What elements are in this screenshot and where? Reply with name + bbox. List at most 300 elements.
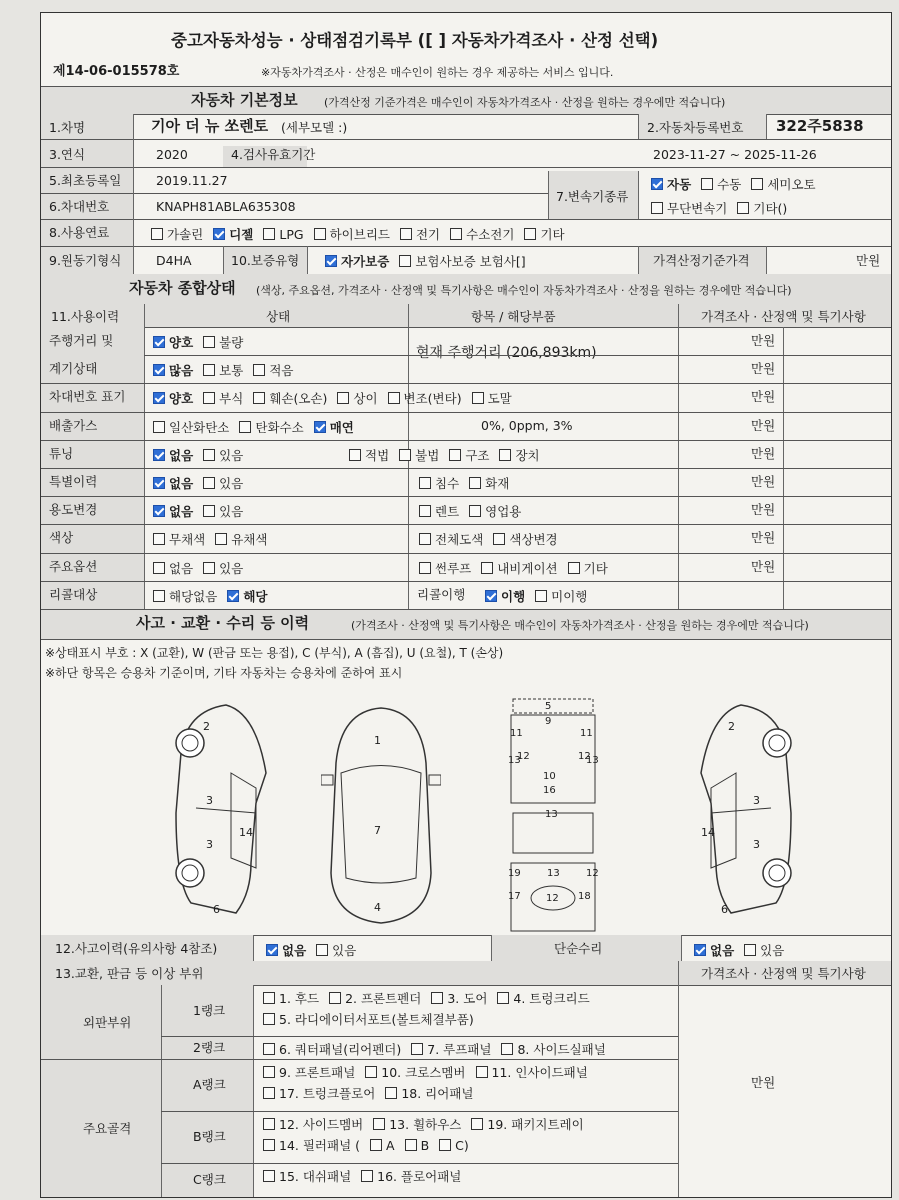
usage-row-label: 용도변경	[49, 502, 98, 518]
empty-box-icon[interactable]	[215, 533, 227, 545]
option-label: 썬루프	[435, 560, 472, 576]
checked-box-icon[interactable]	[266, 944, 278, 956]
checked-box-icon[interactable]	[485, 590, 497, 602]
checked-box-icon[interactable]	[325, 255, 337, 267]
history-label: 12.사고이력(유의사항 4참조)	[55, 941, 218, 956]
empty-box-icon[interactable]	[263, 1013, 275, 1025]
option-label: 세미오토	[767, 177, 816, 192]
empty-box-icon[interactable]	[203, 336, 215, 348]
empty-box-icon[interactable]	[385, 1087, 397, 1099]
price-unit: 만원	[751, 445, 776, 461]
checked-box-icon[interactable]	[651, 178, 663, 190]
checkbox-option[interactable]	[737, 199, 787, 217]
checked-box-icon[interactable]	[227, 590, 239, 602]
option-label: 7. 루프패널	[427, 1042, 492, 1057]
option-label: 9. 프론트패널	[279, 1065, 356, 1080]
rank-label: 1랭크	[193, 1002, 226, 1018]
empty-box-icon[interactable]	[701, 178, 713, 190]
diagram-num: 6	[213, 903, 220, 916]
frame-part-number: 16	[543, 785, 556, 796]
checkbox-option[interactable]	[253, 361, 293, 379]
diagram-num: 3	[753, 838, 760, 851]
empty-box-icon[interactable]	[153, 590, 165, 602]
basic-info-title: 자동차 기본정보	[191, 91, 298, 109]
empty-box-icon[interactable]	[469, 505, 481, 517]
usage-row-label: 주요옵션	[49, 558, 98, 574]
checkbox-option[interactable]	[400, 225, 440, 243]
option-label: C)	[455, 1138, 469, 1153]
empty-box-icon[interactable]	[419, 533, 431, 545]
checkbox-option[interactable]	[151, 225, 203, 243]
empty-box-icon[interactable]	[499, 449, 511, 461]
empty-box-icon[interactable]	[263, 1043, 275, 1055]
option-label: 유채색	[231, 532, 268, 548]
checkbox-option[interactable]	[497, 989, 589, 1007]
option-label: 불법	[415, 447, 440, 463]
rank-label: 2랭크	[193, 1039, 226, 1055]
checkbox-option[interactable]	[325, 252, 389, 270]
empty-box-icon[interactable]	[449, 449, 461, 461]
rank-part-line	[263, 1115, 594, 1133]
usage-row-label: 주행거리 및	[49, 333, 114, 348]
checkbox-option[interactable]	[651, 199, 727, 217]
car-name-label: 1.차명	[49, 120, 86, 135]
checkbox-option[interactable]	[314, 418, 354, 436]
checkbox-option[interactable]	[419, 530, 483, 548]
option-label: 미이행	[551, 588, 588, 604]
option-label: 없음	[169, 504, 194, 520]
option-label: 해당	[243, 588, 268, 604]
price-unit: 만원	[751, 474, 776, 489]
checkbox-option[interactable]	[263, 1115, 363, 1133]
frame-label: 주요골격	[83, 1121, 132, 1136]
empty-box-icon[interactable]	[203, 364, 215, 376]
checkbox-option[interactable]	[329, 989, 421, 1007]
option-label: 18. 리어패널	[401, 1086, 474, 1101]
option-label: 색상변경	[509, 532, 558, 548]
diagram-num: 2	[203, 720, 210, 733]
rank-part-line	[263, 1063, 598, 1081]
status-options	[153, 389, 522, 407]
checkbox-option[interactable]	[694, 941, 734, 959]
price-unit: 만원	[751, 502, 776, 518]
checkbox-option[interactable]	[744, 941, 784, 959]
checked-box-icon[interactable]	[153, 336, 165, 348]
empty-box-icon[interactable]	[314, 228, 326, 240]
frame-part-number: 13	[508, 755, 521, 766]
option-label: 기타	[540, 227, 565, 242]
checkbox-option[interactable]	[239, 418, 303, 436]
option-label: 수소전기	[466, 227, 515, 242]
checked-box-icon[interactable]	[153, 505, 165, 517]
item-options	[419, 474, 519, 492]
checkbox-option[interactable]	[535, 587, 587, 605]
checkbox-option[interactable]	[499, 446, 539, 464]
checkbox-option[interactable]	[399, 252, 525, 270]
option-label: 4. 트렁크리드	[513, 991, 590, 1006]
empty-box-icon[interactable]	[400, 228, 412, 240]
accident-title: 사고 · 교환 · 수리 등 이력	[136, 614, 310, 632]
checkbox-option[interactable]	[153, 502, 193, 520]
empty-box-icon[interactable]	[253, 392, 265, 404]
checkbox-option[interactable]	[449, 446, 489, 464]
checked-box-icon[interactable]	[213, 228, 225, 240]
simple-repair-options	[694, 941, 794, 959]
option-label: 많음	[169, 363, 194, 379]
checkbox-option[interactable]	[419, 474, 459, 492]
checkbox-option[interactable]	[153, 418, 229, 436]
usage-row-label: 배출가스	[49, 417, 98, 433]
checked-box-icon[interactable]	[153, 449, 165, 461]
option-label: 자가보증	[341, 254, 390, 269]
empty-box-icon[interactable]	[472, 392, 484, 404]
first-reg-label: 5.최초등록일	[49, 173, 122, 188]
accident-note: (가격조사 · 산정액 및 특기사항은 매수인이 자동차가격조사 · 산정을 원하는 경우에만 적습니다)	[351, 619, 809, 632]
checkbox-option[interactable]	[227, 587, 267, 605]
option-label: 도말	[487, 391, 512, 407]
empty-box-icon[interactable]	[153, 421, 165, 433]
checkbox-option[interactable]	[385, 1084, 473, 1102]
empty-box-icon[interactable]	[476, 1066, 488, 1078]
checkbox-option[interactable]	[472, 389, 512, 407]
item-options	[419, 530, 568, 548]
checkbox-option[interactable]	[263, 1063, 355, 1081]
frame-part-number: 17	[508, 891, 521, 902]
checkbox-option[interactable]	[349, 446, 389, 464]
inspection-label: 4.검사유효기간	[231, 147, 316, 162]
checkbox-option[interactable]	[203, 559, 243, 577]
option-label: 부식	[219, 391, 244, 407]
frame-part-number: 10	[543, 771, 556, 782]
checkbox-option[interactable]	[263, 1040, 401, 1058]
reg-no-label: 2.자동차등록번호	[647, 120, 744, 135]
option-label: 3. 도어	[447, 991, 488, 1006]
price-unit: 만원	[751, 417, 776, 433]
checkbox-option[interactable]	[316, 941, 356, 959]
frame-part-number: 11	[510, 728, 523, 739]
checkbox-option[interactable]	[153, 333, 193, 351]
diagram-num: 14	[239, 826, 253, 839]
checkbox-option[interactable]	[215, 530, 267, 548]
checkbox-option[interactable]	[337, 389, 377, 407]
warranty-options	[325, 252, 536, 270]
transmission-label: 7.변속기종류	[556, 189, 629, 204]
empty-box-icon[interactable]	[535, 590, 547, 602]
base-price-label: 가격산정기준가격	[653, 253, 750, 268]
simple-repair-label: 단순수리	[554, 941, 603, 956]
status-options	[153, 361, 303, 379]
checkbox-option[interactable]	[419, 559, 471, 577]
frame-part-number: 5	[545, 701, 552, 712]
checkbox-option[interactable]	[373, 1115, 461, 1133]
checkbox-option[interactable]	[399, 446, 439, 464]
option-label: 8. 사이드실패널	[517, 1042, 606, 1057]
empty-box-icon[interactable]	[411, 1043, 423, 1055]
col-item: 항목 / 해당부품	[471, 309, 556, 324]
option-label: 전체도색	[435, 532, 484, 548]
option-label: 일산화탄소	[169, 419, 230, 435]
option-label: 화재	[485, 476, 510, 491]
checkbox-option[interactable]	[365, 1063, 465, 1081]
checkbox-option[interactable]	[153, 361, 193, 379]
empty-box-icon[interactable]	[316, 944, 328, 956]
document-number: 제14-06-015578호	[53, 64, 180, 79]
empty-box-icon[interactable]	[365, 1066, 377, 1078]
empty-box-icon[interactable]	[399, 449, 411, 461]
empty-box-icon[interactable]	[361, 1170, 373, 1182]
empty-box-icon[interactable]	[431, 992, 443, 1004]
diagram-num: 3	[753, 794, 760, 807]
checkbox-option[interactable]	[469, 474, 509, 492]
empty-box-icon[interactable]	[373, 1118, 385, 1130]
checkbox-option[interactable]	[213, 225, 253, 243]
checkbox-option[interactable]	[153, 530, 205, 548]
empty-box-icon[interactable]	[253, 364, 265, 376]
empty-box-icon[interactable]	[388, 392, 400, 404]
empty-box-icon[interactable]	[203, 562, 215, 574]
option-label: 구조	[465, 447, 490, 463]
empty-box-icon[interactable]	[493, 533, 505, 545]
checkbox-option[interactable]	[419, 502, 459, 520]
checkbox-option[interactable]	[481, 559, 557, 577]
status-options	[153, 446, 253, 464]
option-label: 있음	[219, 560, 244, 576]
checkbox-option[interactable]	[568, 559, 608, 577]
checkbox-option[interactable]	[651, 175, 691, 193]
empty-box-icon[interactable]	[263, 1066, 275, 1078]
empty-box-icon[interactable]	[450, 228, 462, 240]
option-label: 전기	[415, 227, 441, 242]
empty-box-icon[interactable]	[744, 944, 756, 956]
option-label: 17. 트렁크플로어	[279, 1086, 376, 1101]
checkbox-option[interactable]	[203, 389, 243, 407]
empty-box-icon[interactable]	[471, 1118, 483, 1130]
option-label: 12. 사이드멤버	[279, 1117, 364, 1132]
checkbox-option[interactable]	[263, 1010, 474, 1028]
option-label: 불량	[219, 335, 244, 350]
checkbox-option[interactable]	[153, 446, 193, 464]
empty-box-icon[interactable]	[419, 562, 431, 574]
checkbox-option[interactable]	[203, 474, 243, 492]
checkbox-option[interactable]	[203, 361, 243, 379]
option-label: 상이	[353, 391, 378, 407]
checkbox-option[interactable]	[314, 225, 390, 243]
warranty-label: 10.보증유형	[231, 253, 300, 268]
option-label: 적음	[269, 363, 294, 379]
item-text: 0%, 0ppm, 3%	[481, 417, 573, 433]
vin-label: 6.차대번호	[49, 199, 110, 214]
checkbox-option[interactable]	[153, 559, 193, 577]
checkbox-option[interactable]	[469, 502, 521, 520]
exchange-price-header: 가격조사 · 산정액 및 특기사항	[701, 966, 866, 981]
checkbox-option[interactable]	[471, 1115, 583, 1133]
checkbox-option[interactable]	[450, 225, 514, 243]
checkbox-option[interactable]	[203, 502, 243, 520]
option-label: 11. 인사이드패널	[491, 1065, 588, 1080]
option-label: 19. 패키지트레이	[487, 1117, 584, 1132]
checkbox-option[interactable]	[476, 1063, 588, 1081]
fuel-options	[151, 225, 575, 243]
empty-box-icon[interactable]	[349, 449, 361, 461]
option-label: 5. 라디에이터서포트(볼트체결부품)	[279, 1012, 474, 1027]
document-title: 중고자동차성능 · 상태점검기록부 ([ ] 자동차가격조사 · 산정 선택)	[171, 31, 659, 50]
item-options	[485, 587, 597, 605]
checkbox-option[interactable]	[370, 1138, 395, 1153]
diagram-num: 1	[374, 734, 381, 747]
checkbox-option[interactable]	[405, 1138, 430, 1153]
empty-box-icon[interactable]	[497, 992, 509, 1004]
frame-part-number: 18	[578, 891, 591, 902]
empty-box-icon[interactable]	[501, 1043, 513, 1055]
empty-box-icon[interactable]	[469, 477, 481, 489]
empty-box-icon[interactable]	[370, 1139, 382, 1151]
checkbox-option[interactable]	[439, 1138, 469, 1153]
option-label: 있음	[219, 504, 244, 520]
price-unit: 만원	[751, 558, 776, 574]
option-label: LPG	[279, 227, 304, 242]
status-legend: ※상태표시 부호 : X (교환), W (판금 또는 용접), C (부식), A (흠집), U (요철), T (손상)	[45, 646, 504, 660]
empty-box-icon[interactable]	[419, 477, 431, 489]
checkbox-option[interactable]	[203, 333, 243, 351]
option-label: 디젤	[229, 227, 254, 242]
usage-row-label: 리콜대상	[49, 586, 98, 602]
empty-box-icon[interactable]	[153, 533, 165, 545]
empty-box-icon[interactable]	[203, 477, 215, 489]
checkbox-option[interactable]	[485, 587, 525, 605]
empty-box-icon[interactable]	[263, 1170, 275, 1182]
empty-box-icon[interactable]	[481, 562, 493, 574]
price-unit: 만원	[751, 333, 776, 348]
checkbox-option[interactable]	[411, 1040, 491, 1058]
empty-box-icon[interactable]	[524, 228, 536, 240]
option-label: 훼손(오손)	[269, 391, 328, 407]
exchange-price-unit: 만원	[751, 1075, 776, 1090]
frame-part-number: 12	[586, 868, 599, 879]
option-label: 6. 쿼터패널(리어펜더)	[279, 1042, 402, 1057]
empty-box-icon[interactable]	[737, 202, 749, 214]
checkbox-option[interactable]	[153, 389, 193, 407]
checked-box-icon[interactable]	[314, 421, 326, 433]
empty-box-icon[interactable]	[203, 392, 215, 404]
empty-box-icon[interactable]	[239, 421, 251, 433]
option-label: 변조(변타)	[403, 391, 462, 407]
checkbox-option[interactable]	[388, 389, 462, 407]
accident-scope-note: ※하단 항목은 승용차 기준이며, 기타 자동차는 승용차에 준하여 표시	[45, 666, 403, 680]
status-options	[153, 530, 277, 548]
checkbox-option[interactable]	[263, 1084, 375, 1102]
status-options	[153, 502, 253, 520]
empty-box-icon[interactable]	[329, 992, 341, 1004]
empty-box-icon[interactable]	[263, 992, 275, 1004]
empty-box-icon[interactable]	[568, 562, 580, 574]
option-label: 있음	[332, 943, 357, 958]
diagram-num: 4	[374, 901, 381, 914]
rank-label: B랭크	[193, 1129, 226, 1144]
checked-box-icon[interactable]	[153, 477, 165, 489]
empty-box-icon[interactable]	[419, 505, 431, 517]
option-label: 자동	[667, 177, 692, 192]
empty-box-icon[interactable]	[153, 562, 165, 574]
empty-box-icon[interactable]	[203, 449, 215, 461]
item-text: 현재 주행거리 (206,893km)	[416, 345, 597, 361]
empty-box-icon[interactable]	[263, 228, 275, 240]
inspection-value: 2023-11-27 ~ 2025-11-26	[653, 147, 817, 162]
option-label: 없음	[282, 943, 307, 958]
item-options	[349, 446, 550, 464]
option-label: 하이브리드	[329, 227, 390, 242]
empty-box-icon[interactable]	[263, 1118, 275, 1130]
frame-part-number: 13	[586, 755, 599, 766]
status-options	[153, 474, 253, 492]
checkbox-option[interactable]	[263, 989, 319, 1007]
option-label: 해당없음	[169, 588, 218, 604]
checked-box-icon[interactable]	[694, 944, 706, 956]
checkbox-option[interactable]	[263, 1167, 351, 1185]
empty-box-icon[interactable]	[399, 255, 411, 267]
usage-row-label: 계기상태	[49, 361, 98, 377]
empty-box-icon[interactable]	[151, 228, 163, 240]
checkbox-option[interactable]	[253, 389, 327, 407]
empty-box-icon[interactable]	[439, 1139, 451, 1151]
checkbox-option[interactable]	[701, 175, 741, 193]
usage-row-label: 색상	[49, 530, 74, 546]
frame-part-number: 9	[545, 716, 552, 727]
checked-box-icon[interactable]	[153, 364, 165, 376]
empty-box-icon[interactable]	[263, 1139, 275, 1151]
frame-part-number: 19	[508, 868, 521, 879]
checked-box-icon[interactable]	[153, 392, 165, 404]
checkbox-option[interactable]	[266, 941, 306, 959]
checkbox-option[interactable]	[263, 227, 303, 242]
frame-part-number: 12	[517, 751, 530, 762]
recall-label: 리콜이행	[417, 586, 466, 602]
col-status: 상태	[266, 309, 291, 324]
option-label: 16. 플로어패널	[377, 1169, 462, 1184]
frame-part-number: 12	[546, 893, 559, 904]
checkbox-option[interactable]	[501, 1040, 605, 1058]
diagram-num: 3	[206, 794, 213, 807]
empty-box-icon[interactable]	[751, 178, 763, 190]
col-usage: 11.사용이력	[51, 309, 120, 324]
status-options	[153, 333, 253, 351]
checkbox-option[interactable]	[263, 1136, 360, 1154]
empty-box-icon[interactable]	[337, 392, 349, 404]
rank-part-line	[263, 1084, 483, 1102]
option-label: 탄화수소	[255, 419, 304, 435]
empty-box-icon[interactable]	[405, 1139, 417, 1151]
top-view-diagram	[321, 703, 441, 933]
empty-box-icon[interactable]	[651, 202, 663, 214]
option-label: 보통	[219, 363, 244, 379]
empty-box-icon[interactable]	[263, 1087, 275, 1099]
price-unit: 만원	[751, 361, 776, 377]
option-label: 내비게이션	[497, 560, 558, 576]
option-label: 없음	[169, 447, 194, 463]
checkbox-option[interactable]	[524, 225, 564, 243]
checkbox-option[interactable]	[203, 446, 243, 464]
option-label: 수동	[717, 177, 742, 192]
checkbox-option[interactable]	[431, 989, 487, 1007]
empty-box-icon[interactable]	[203, 505, 215, 517]
first-reg-value: 2019.11.27	[156, 173, 228, 188]
checkbox-option[interactable]	[751, 175, 815, 193]
option-label: 2. 프론트펜더	[345, 991, 422, 1006]
checkbox-option[interactable]	[153, 587, 217, 605]
checkbox-option[interactable]	[493, 530, 557, 548]
checkbox-option[interactable]	[361, 1167, 461, 1185]
checkbox-option[interactable]	[153, 474, 193, 492]
basic-info-note: (가격산정 기준가격은 매수인이 자동차가격조사 · 산정을 원하는 경우에만 적습니다)	[324, 96, 726, 109]
